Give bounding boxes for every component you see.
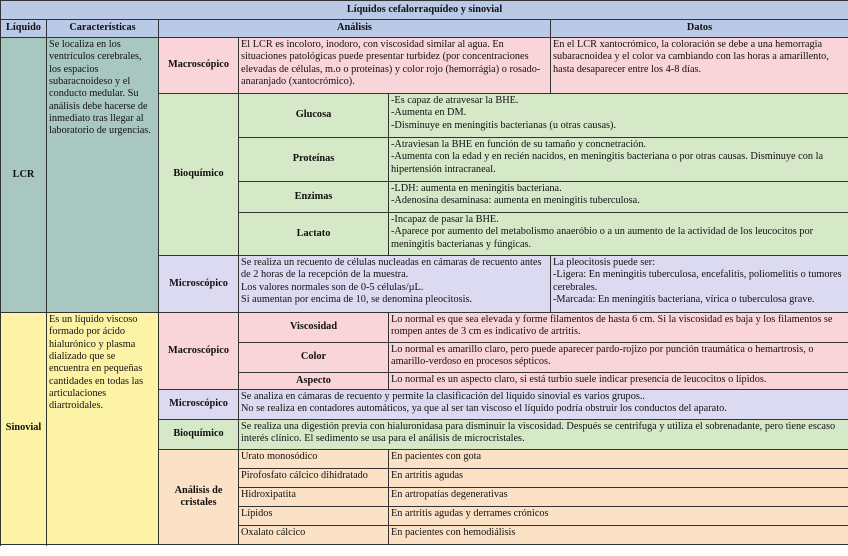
sinovial-bio-text: Se realiza una digestión previa con hialuronidasa para disminuir la viscosidad. Después se centrifuga y utiliza el sobrenadante, pero tiene escaso interés clínico. El sedimento se usa para el análisis de microcristales. xyxy=(239,420,848,450)
crystal-text: En pacientes con gota xyxy=(389,450,848,469)
header-analisis: Análisis xyxy=(159,20,551,38)
crystal-text: En artropatías degenerativas xyxy=(389,488,848,507)
lcr-bio-item-name: Enzimas xyxy=(239,182,389,213)
sinovial-micro-label: Microscópico xyxy=(159,390,239,420)
sinovial-name: Sinovial xyxy=(1,313,47,545)
sinovial-bio-label: Bioquímico xyxy=(159,420,239,450)
header-datos: Datos xyxy=(551,20,848,38)
crystal-name: Pirofosfato cálcico dihidratado xyxy=(239,469,389,488)
crystal-name: Lípidos xyxy=(239,507,389,526)
crystal-text: En artritis agudas xyxy=(389,469,848,488)
sinovial-macro-item-name: Viscosidad xyxy=(239,313,389,343)
lcr-characteristics: Se localiza en los ventrículos cerebrales, los espacios subaracnoideso y el conducto medular. Su análisis debe hacerse de inmediato tras llegar al laboratorio de urgencias. xyxy=(47,38,159,313)
lcr-name: LCR xyxy=(1,38,47,313)
crystal-name: Hidroxipatita xyxy=(239,488,389,507)
lcr-bio-item-name: Lactato xyxy=(239,213,389,256)
lcr-bio-item-name: Proteínas xyxy=(239,138,389,182)
crystal-name: Urato monosódico xyxy=(239,450,389,469)
sinovial-macro-item-text: Lo normal es amarillo claro, pero puede aparecer pardo-rojizo por punción traumática o hemartrosis, o amarillo-verdoso en procesos sépticos. xyxy=(389,343,848,373)
header-caracteristicas: Características xyxy=(47,20,159,38)
sinovial-macro-item-text: Lo normal es un aspecto claro, si está turbio suele indicar presencia de leucocitos o lípidos. xyxy=(389,373,848,390)
lcr-macro-analysis: El LCR es incoloro, inodoro, con viscosidad similar al agua. En situaciones patológicas puede presentar turbidez (por concentraciones elevadas de células, m.o o proteínas) y color rojo (hemorrágia) o rosado-anaranjado (xantocrómico). xyxy=(239,38,551,94)
lcr-bio-item-text: -Incapaz de pasar la BHE. -Aparece por aumento del metabolismo anaeróbio o a un aumento de la actividad de los leucocitos por meningitis bacterianas y fúngicas. xyxy=(389,213,848,256)
sinovial-characteristics: Es un líquido viscoso formado por ácido hialurónico y plasma dializado que se encuentra en pequeñas cantidades en todas las articulaciones diartroidales. xyxy=(47,313,159,545)
sinovial-micro-text: Se analiza en cámaras de recuento y permite la clasificación del líquido sinovial es varios grupos.. No se realiza en contadores automáticos, ya que al ser tan viscoso el líquido podría obstruir los conductos del aparato. xyxy=(239,390,848,420)
crystal-text: En pacientes con hemodiálisis xyxy=(389,526,848,545)
lcr-micro-data: La pleocitosis puede ser: -Ligera: En meningitis tuberculosa, encefalitis, poliomelitis o tumores cerebrales. -Marcada: En meningitis bacteriana, vírica o tuberculosa grave. xyxy=(551,256,848,313)
lcr-micro-analysis: Se realiza un recuento de células nucleadas en cámaras de recuento antes de 2 horas de la recepción de la muestra. Los valores normales son de 0-5 células/µL. Si aumentan por encima de 10, se denomina pleocitosis. xyxy=(239,256,551,313)
sinovial-macro-item-name: Aspecto xyxy=(239,373,389,390)
crystal-name: Oxalato cálcico xyxy=(239,526,389,545)
lcr-bio-item-text: -LDH: aumenta en meningitis bacteriana. -Adenosina desaminasa: aumenta en meningitis tuberculosa. xyxy=(389,182,848,213)
sinovial-crystals-label: Análisis de cristales xyxy=(159,450,239,545)
lcr-bio-label: Bioquímico xyxy=(159,94,239,256)
table-title: Líquidos cefalorraquídeo y sinovial xyxy=(1,1,848,20)
header-liquido: Líquido xyxy=(1,20,47,38)
lcr-macro-data: En el LCR xantocrómico, la coloración se debe a una hemorragia subaracnoidea y el color va cambiando con las horas a amarillento, hasta desaparecer entre los 4-8 días. xyxy=(551,38,848,94)
lcr-bio-item-name: Glucosa xyxy=(239,94,389,138)
lcr-bio-item-text: -Es capaz de atravesar la BHE. -Aumenta en DM. -Disminuye en meningitis bacterianas (u otras causas). xyxy=(389,94,848,138)
sinovial-macro-item-name: Color xyxy=(239,343,389,373)
lcr-micro-label: Microscópico xyxy=(159,256,239,313)
sinovial-macro-item-text: Lo normal es que sea elevada y forme filamentos de hasta 6 cm. Si la viscosidad es baja y los filamentos se rompen antes de 3 cm es indicativo de artritis. xyxy=(389,313,848,343)
lcr-macro-label: Macroscópico xyxy=(159,38,239,94)
sinovial-macro-label: Macroscópico xyxy=(159,313,239,390)
crystal-text: En artritis agudas y derrames crónicos xyxy=(389,507,848,526)
lcr-bio-item-text: -Atraviesan la BHE en función de su tamaño y concnetración. -Aumenta con la edad y en recién nacidos, en meningitis bacteriana o por otras causas. Disminuye con la hipertensión intracraneal. xyxy=(389,138,848,182)
